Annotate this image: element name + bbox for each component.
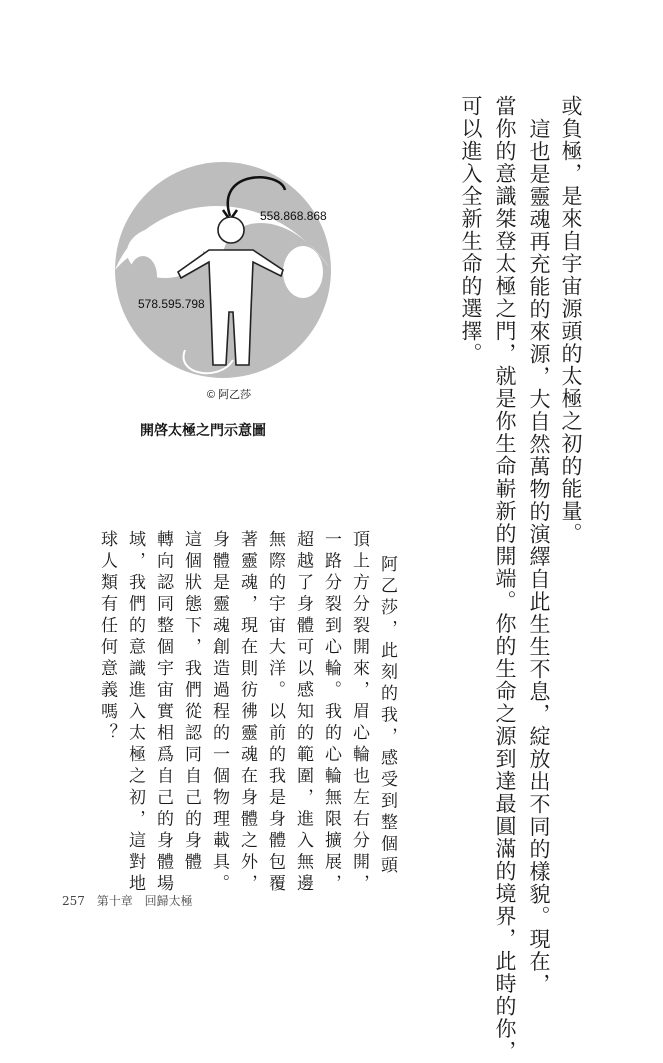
main-text-column-3: 當你的意識桀登太極之門，就是你生命嶄新的開端。你的生命之源到達最圓滿的境界，此時的你， (493, 95, 517, 1063)
copyright-label: © 阿乙莎 (207, 389, 252, 400)
main-text-column-4: 可以進入全新生命的選擇。 (459, 95, 483, 365)
main-text-column-2: 這也是靈魂再充能的來源，大自然萬物的演繹自此生生不息，綻放出不同的樣貌。現在， (527, 118, 551, 996)
quote-column-3: 一路分裂到心輪。我的心輪無限擴展， (321, 530, 341, 896)
figure-title: 開啓太極之門示意圖 (140, 423, 266, 439)
quote-column-10: 域，我們的意識進入太極之初，這對地 (125, 530, 145, 896)
label-top: 558.868.868 (260, 209, 327, 223)
page-footer (62, 892, 201, 909)
quote-column-4: 超越了身體可以感知的範圍，進入無邊 (293, 530, 313, 896)
label-left: 578.595.798 (138, 297, 205, 311)
page-number: 257 (62, 894, 85, 908)
quote-column-5: 無際的宇宙大洋。以前的我是身體包覆 (265, 530, 285, 896)
main-text-column-1: 或負極，是來自宇宙源頭的太極之初的能量。 (559, 95, 583, 545)
quote-column-1: 阿乙莎，此刻的我，感受到整個頭 (377, 555, 397, 878)
quote-column-2: 頂上方分裂開來，眉心輪也左右分開， (349, 530, 369, 896)
chapter-label: 第十章 (96, 894, 133, 908)
quote-column-8: 這個狀態下，我們從認同自己的身體 (181, 530, 201, 874)
quote-column-7: 身體是靈魂創造過程的一個物理載具。 (209, 530, 229, 896)
quote-column-9: 轉向認同整個宇宙實相爲自己的身體場 (153, 530, 173, 896)
chapter-title: 回歸太極 (144, 894, 193, 908)
quote-column-11: 球人類有任何意義嗎？ (97, 530, 117, 745)
tai-chi-diagram (105, 160, 355, 400)
quote-column-6: 著靈魂，現在則彷彿靈魂在身體之外， (237, 530, 257, 896)
